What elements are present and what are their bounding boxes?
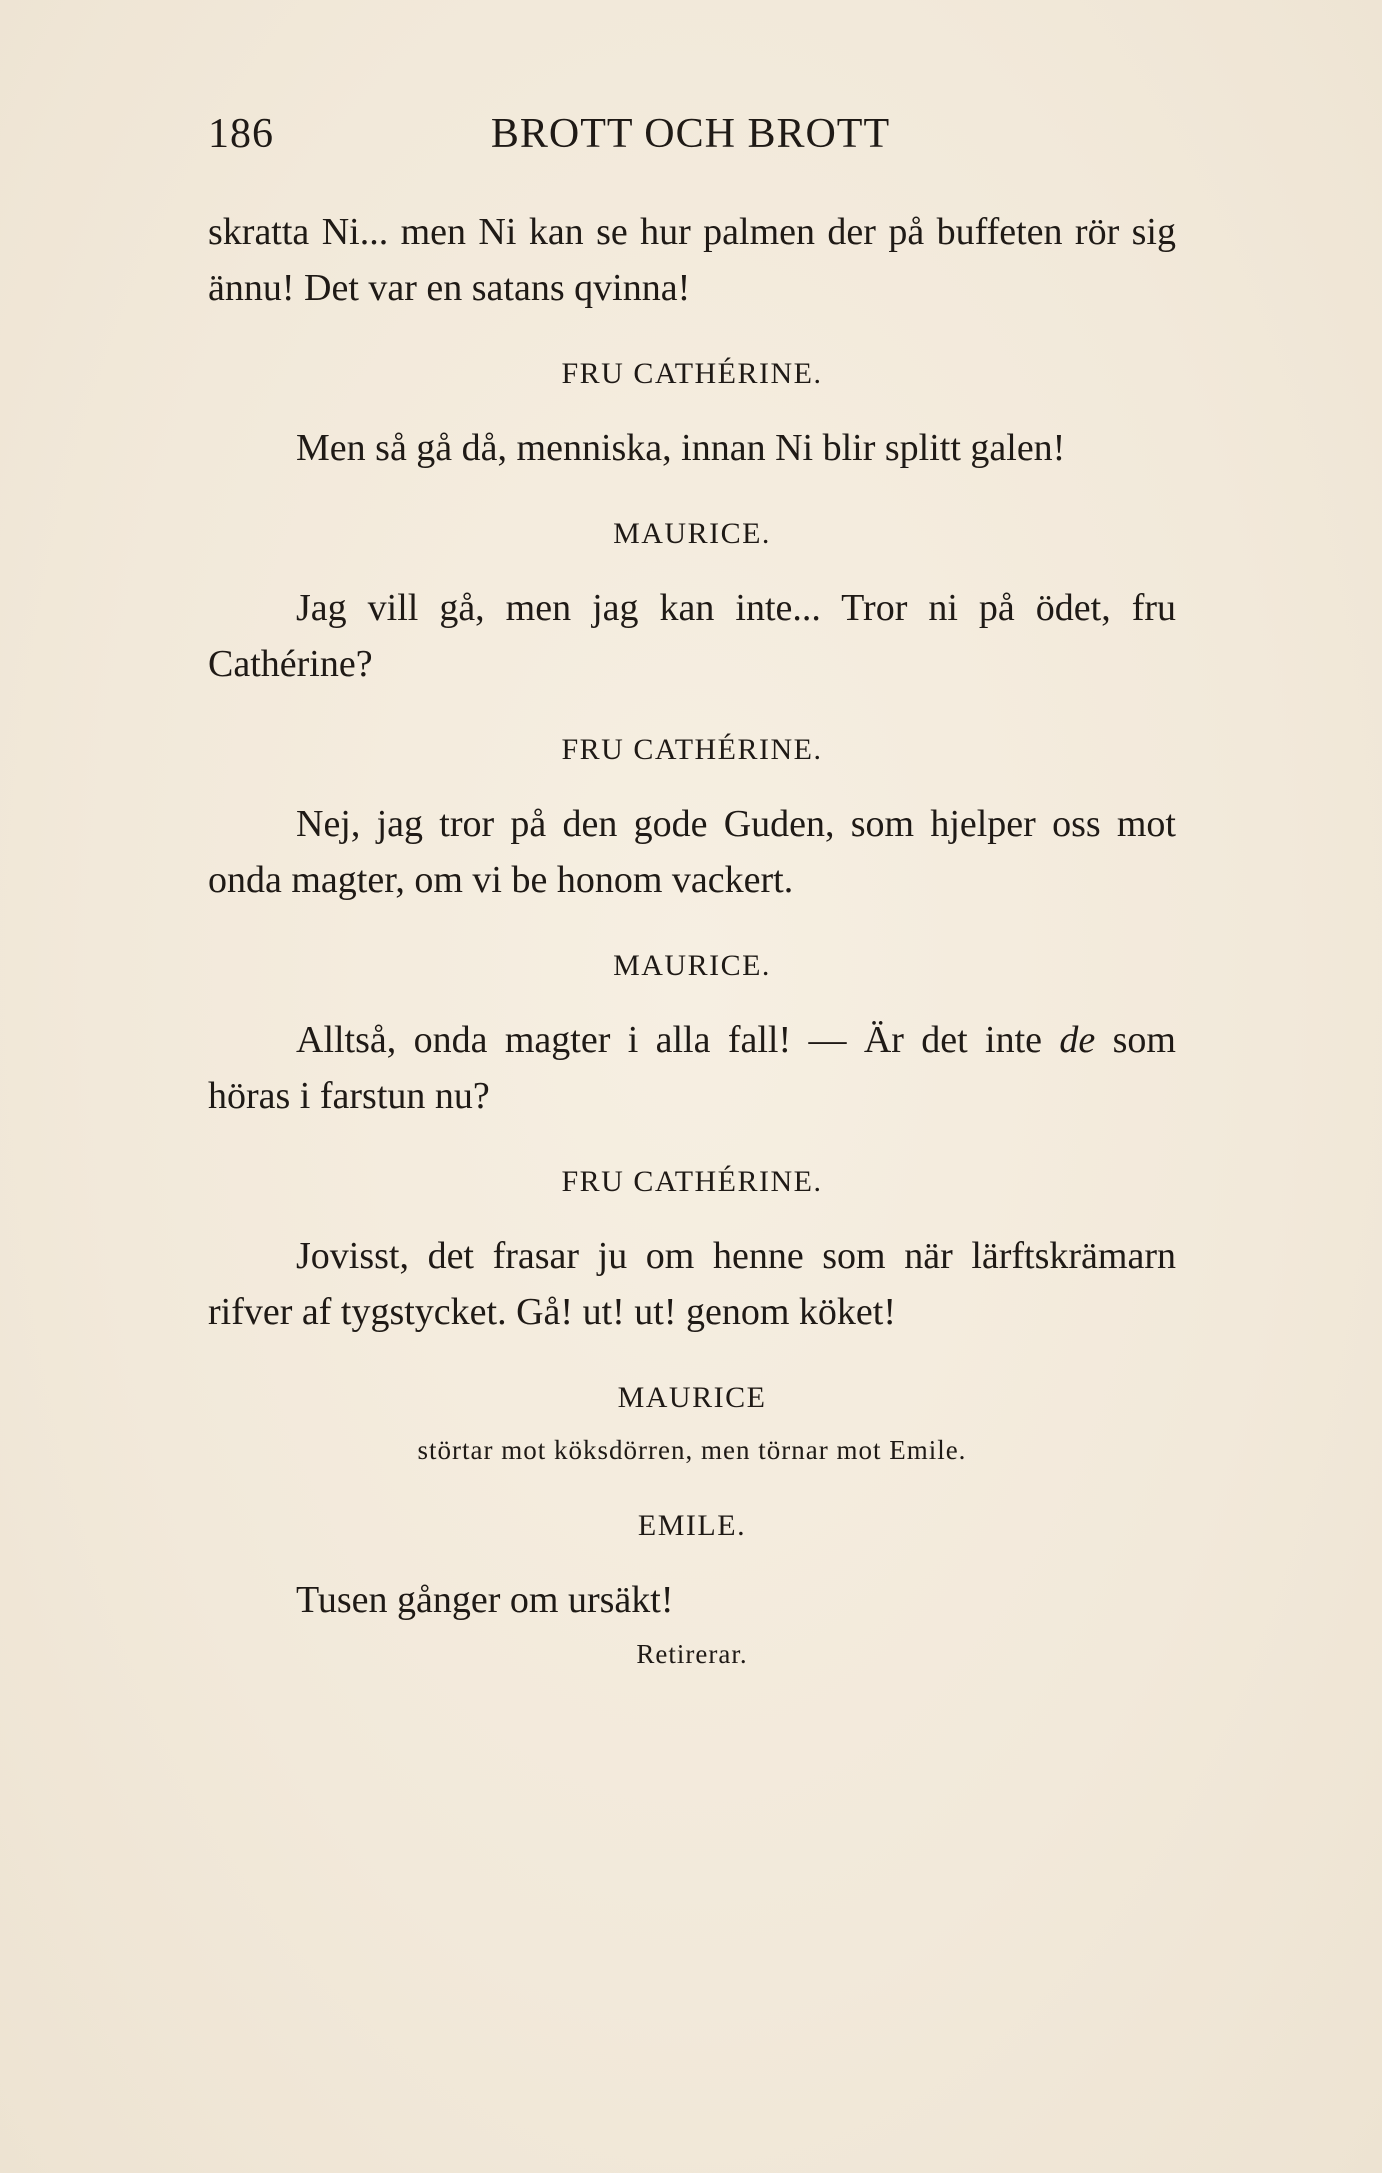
speaker-name: FRU CATHÉRINE. [561,733,823,766]
page-number: 186 [208,111,274,157]
dialogue-paragraph: skratta Ni... men Ni kan se hur palmen der på buffeten rör sig ännu! Det var en satans qvinna! [208,211,1176,309]
page-body [208,204,1176,1672]
emphasized-word: de [1059,1019,1096,1061]
page-header [208,110,1173,170]
stage-direction: Retirerar. [636,1639,748,1669]
dialogue-paragraph: Tusen gånger om ursäkt! [296,1579,674,1621]
speaker-name: MAURICE [617,1381,767,1414]
dialogue-paragraph: Jag vill gå, men jag kan inte... Tror ni på ödet, fru Cathérine? [208,587,1176,685]
speaker-name: FRU CATHÉRINE. [561,357,823,390]
dialogue-text: Alltså, onda magter i alla fall! — Är det inte [296,1019,1043,1061]
speaker-name: FRU CATHÉRINE. [561,1165,823,1198]
speaker-name: MAURICE. [613,949,771,982]
speaker-name: EMILE. [637,1509,747,1542]
speaker-name: MAURICE. [613,517,771,550]
dialogue-paragraph: Men så gå då, menniska, innan Ni blir splitt galen! [296,427,1066,469]
dialogue-paragraph [208,1012,1176,1124]
dialogue-text: som höras i farstun nu? [208,1019,1176,1117]
dialogue-paragraph: Jovisst, det frasar ju om henne som när lärftskrämarn rifver af tygstycket. Gå! ut! ut! genom köket! [208,1235,1176,1333]
dialogue-paragraph: Nej, jag tror på den gode Guden, som hjelper oss mot onda magter, om vi be honom vackert. [208,803,1176,901]
running-title: BROTT OCH BROTT [490,111,891,157]
stage-direction: störtar mot köksdörren, men törnar mot Emile. [417,1435,967,1465]
